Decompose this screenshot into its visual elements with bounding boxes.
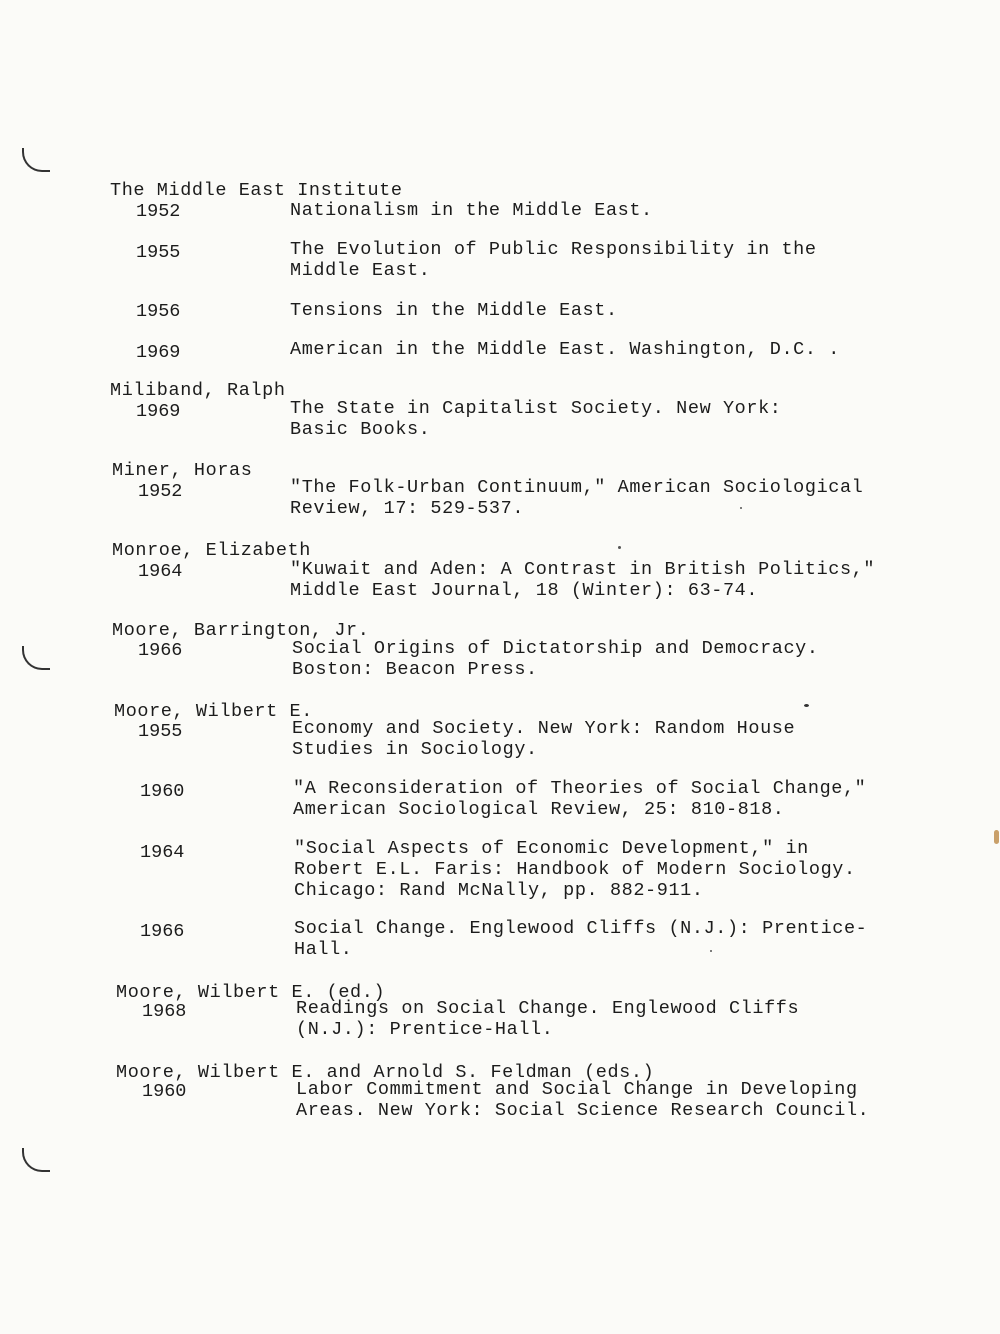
entry-year: 1968 <box>142 1001 187 1022</box>
entry-citation <box>293 778 943 820</box>
paper-speck <box>804 704 809 707</box>
entry-citation <box>294 838 944 901</box>
entry-year: 1966 <box>140 921 185 942</box>
citation-line: Economy and Society. New York: Random House <box>292 718 796 739</box>
citation-line: Hall. <box>294 939 353 960</box>
paper-speck <box>994 830 999 844</box>
punch-hole-mark-top <box>22 148 50 172</box>
citation-line: Tensions in the Middle East. <box>290 300 618 321</box>
citation-line: "Social Aspects of Economic Development," in <box>294 838 809 859</box>
citation-line: (N.J.): Prentice-Hall. <box>296 1019 554 1040</box>
entry-citation <box>290 339 940 360</box>
entry-year: 1956 <box>136 301 181 322</box>
citation-line: Areas. New York: Social Science Research Council. <box>296 1100 870 1121</box>
entry-author: Moore, Wilbert E. <box>114 701 313 722</box>
entry-citation <box>292 718 942 760</box>
punch-hole-mark-middle <box>22 646 50 670</box>
citation-line: American in the Middle East. Washington, D.C. . <box>290 339 840 360</box>
entry-author: Moore, Wilbert E. and Arnold S. Feldman (eds.) <box>116 1062 655 1083</box>
entry-citation <box>290 200 940 221</box>
citation-line: Middle East Journal, 18 (Winter): 63-74. <box>290 580 759 601</box>
entry-author: Miner, Horas <box>112 460 253 481</box>
citation-line: Boston: Beacon Press. <box>292 659 538 680</box>
entry-year: 1960 <box>142 1081 187 1102</box>
citation-line: The Evolution of Public Responsibility in the <box>290 239 817 260</box>
entry-year: 1952 <box>136 201 181 222</box>
entry-author: Moore, Wilbert E. (ed.) <box>116 982 386 1003</box>
entry-citation <box>294 918 944 960</box>
citation-line: Social Origins of Dictatorship and Democracy. <box>292 638 819 659</box>
punch-hole-mark-bottom <box>22 1148 50 1172</box>
citation-line: Readings on Social Change. Englewood Cliffs <box>296 998 800 1019</box>
citation-line: "The Folk-Urban Continuum," American Sociological <box>290 477 864 498</box>
citation-line: Middle East. <box>290 260 431 281</box>
entry-year: 1966 <box>138 640 183 661</box>
entry-year: 1969 <box>136 342 181 363</box>
entry-year: 1955 <box>138 721 183 742</box>
entry-author: Miliband, Ralph <box>110 380 286 401</box>
citation-line: The State in Capitalist Society. New York: <box>290 398 782 419</box>
entry-year: 1955 <box>136 242 181 263</box>
entry-citation <box>296 1079 946 1121</box>
entry-citation <box>292 638 942 680</box>
entry-year: 1952 <box>138 481 183 502</box>
citation-line: "A Reconsideration of Theories of Social Change," <box>293 778 867 799</box>
citation-line: Chicago: Rand McNally, pp. 882-911. <box>294 880 704 901</box>
entry-citation <box>290 398 940 440</box>
paper-speck <box>710 950 712 952</box>
citation-line: Basic Books. <box>290 419 431 440</box>
citation-line: Labor Commitment and Social Change in Developing <box>296 1079 858 1100</box>
citation-line: Nationalism in the Middle East. <box>290 200 653 221</box>
entry-citation <box>290 239 940 281</box>
entry-citation <box>296 998 946 1040</box>
paper-speck <box>740 507 742 509</box>
entry-author: The Middle East Institute <box>110 180 403 201</box>
entry-author: Monroe, Elizabeth <box>112 540 311 561</box>
paper-speck <box>618 546 621 549</box>
citation-line: American Sociological Review, 25: 810-818. <box>293 799 785 820</box>
entry-year: 1969 <box>136 401 181 422</box>
entry-year: 1960 <box>140 781 185 802</box>
citation-line: Review, 17: 529-537. <box>290 498 525 519</box>
citation-line: "Kuwait and Aden: A Contrast in British Politics," <box>290 559 876 580</box>
entry-year: 1964 <box>138 561 183 582</box>
entry-author: Moore, Barrington, Jr. <box>112 620 370 641</box>
citation-line: Studies in Sociology. <box>292 739 538 760</box>
entry-year: 1964 <box>140 842 185 863</box>
entry-citation <box>290 559 940 601</box>
citation-line: Robert E.L. Faris: Handbook of Modern Sociology. <box>294 859 856 880</box>
entry-citation <box>290 477 940 519</box>
citation-line: Social Change. Englewood Cliffs (N.J.): Prentice- <box>294 918 868 939</box>
entry-citation <box>290 300 940 321</box>
